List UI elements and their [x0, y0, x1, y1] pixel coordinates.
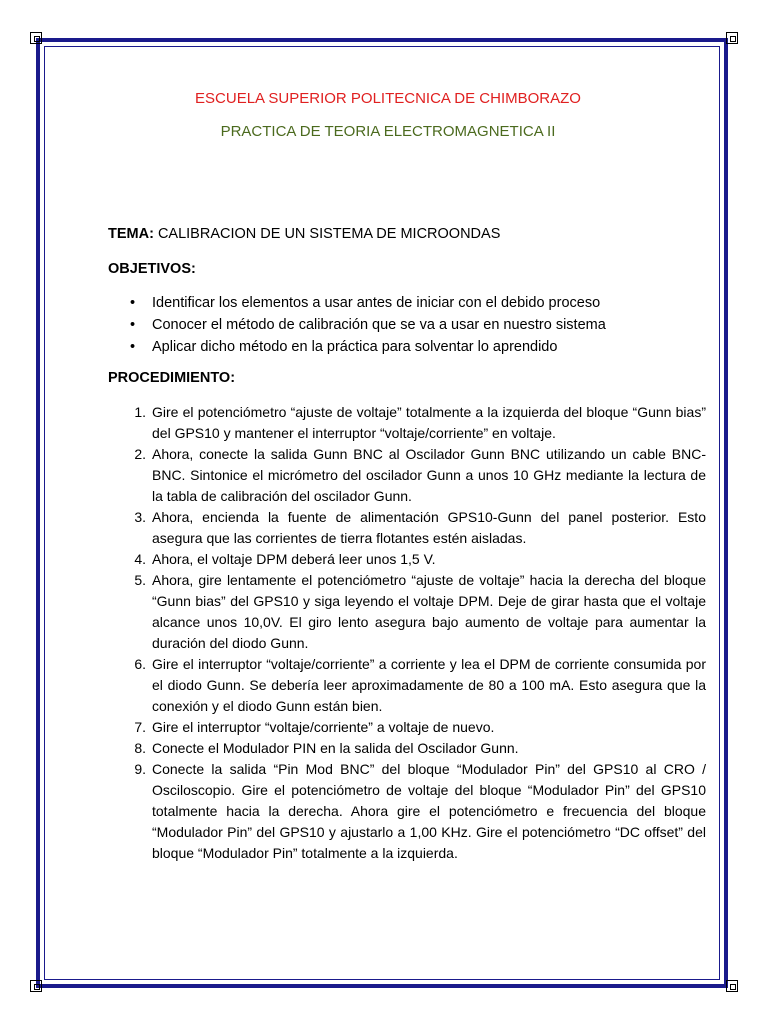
procedure-step — [126, 507, 706, 549]
procedimiento-heading: PROCEDIMIENTO: — [108, 370, 236, 386]
step-number: 9. — [134, 761, 146, 777]
procedure-step — [126, 549, 706, 570]
step-text: Ahora, el voltaje DPM deberá leer unos 1,5 V. — [152, 551, 436, 567]
step-number: 2. — [134, 446, 146, 462]
tema-label: TEMA: — [108, 226, 154, 242]
step-number: 8. — [134, 740, 146, 756]
step-number: 3. — [134, 509, 146, 525]
tema-line — [108, 226, 500, 242]
procedure-step — [126, 738, 706, 759]
procedimiento-list — [126, 402, 706, 864]
step-text: Ahora, gire lentamente el potenciómetro “ajuste de voltaje” hacia la derecha del bloque “Gunn bias” del GPS10 y siga leyendo el voltaje DPM. Deje de girar hasta que el voltaje alcance unos 10,0V. El giro lento asegura bajo aumento de voltaje para aumentar la duración del diodo Gunn. — [152, 572, 706, 651]
step-text: Conecte el Modulador PIN en la salida del Oscilador Gunn. — [152, 740, 519, 756]
procedure-step — [126, 654, 706, 717]
procedure-step — [126, 402, 706, 444]
procedure-step — [126, 717, 706, 738]
course-title: PRACTICA DE TEORIA ELECTROMAGNETICA II — [220, 123, 556, 140]
step-number: 6. — [134, 656, 146, 672]
corner-ornament-top-right — [726, 32, 738, 44]
step-number: 4. — [134, 551, 146, 567]
step-text: Gire el interruptor “voltaje/corriente” a corriente y lea el DPM de corriente consumida por el diodo Gunn. Se debería leer aproximadamente de 80 a 100 mA. Esto asegura que la conexión y el diodo Gunn están bien. — [152, 656, 706, 714]
objetivos-heading: OBJETIVOS: — [108, 261, 196, 277]
procedure-step — [126, 444, 706, 507]
step-number: 1. — [134, 404, 146, 420]
step-number: 7. — [134, 719, 146, 735]
step-text: Gire el potenciómetro “ajuste de voltaje” totalmente a la izquierda del bloque “Gunn bias” del GPS10 y mantener el interruptor “voltaje/corriente” en voltaje. — [152, 404, 706, 441]
step-text: Gire el interruptor “voltaje/corriente” a voltaje de nuevo. — [152, 719, 495, 735]
corner-ornament-top-left — [30, 32, 42, 44]
corner-ornament-bottom-left — [30, 980, 42, 992]
corner-ornament-bottom-right — [726, 980, 738, 992]
list-item: • Identificar los elementos a usar antes de iniciar con el debido proceso — [126, 292, 606, 314]
step-text: Ahora, conecte la salida Gunn BNC al Oscilador Gunn BNC utilizando un cable BNC-BNC. Sintonice el micrómetro del oscilador Gunn a unos 10 GHz mediante la lectura de la tabla de calibración del oscilador Gunn. — [152, 446, 706, 504]
step-text: Ahora, encienda la fuente de alimentación GPS10-Gunn del panel posterior. Esto asegura que las corrientes de tierra flotantes estén aisladas. — [152, 509, 706, 546]
tema-text: CALIBRACION DE UN SISTEMA DE MICROONDAS — [153, 226, 501, 242]
step-text: Conecte la salida “Pin Mod BNC” del bloque “Modulador Pin” del GPS10 al CRO / Osciloscopio. Gire el potenciómetro de voltaje del bloque “Modulador Pin” del GPS10 totalmente hacia la derecha. Ahora gire el potenciómetro e frecuencia del bloque “Modulador Pin” del GPS10 y ajustarlo a 1,00 KHz. Gire el potenciómetro “DC offset” del bloque “Modulador Pin” totalmente a la izquierda. — [152, 761, 706, 861]
objetivos-list — [126, 292, 606, 358]
list-item: • Conocer el método de calibración que se va a usar en nuestro sistema — [126, 314, 606, 336]
step-number: 5. — [134, 572, 146, 588]
procedure-step — [126, 570, 706, 654]
institution-title: ESCUELA SUPERIOR POLITECNICA DE CHIMBORAZO — [195, 90, 581, 107]
procedure-step — [126, 759, 706, 864]
list-item: • Aplicar dicho método en la práctica para solventar lo aprendido — [126, 336, 606, 358]
